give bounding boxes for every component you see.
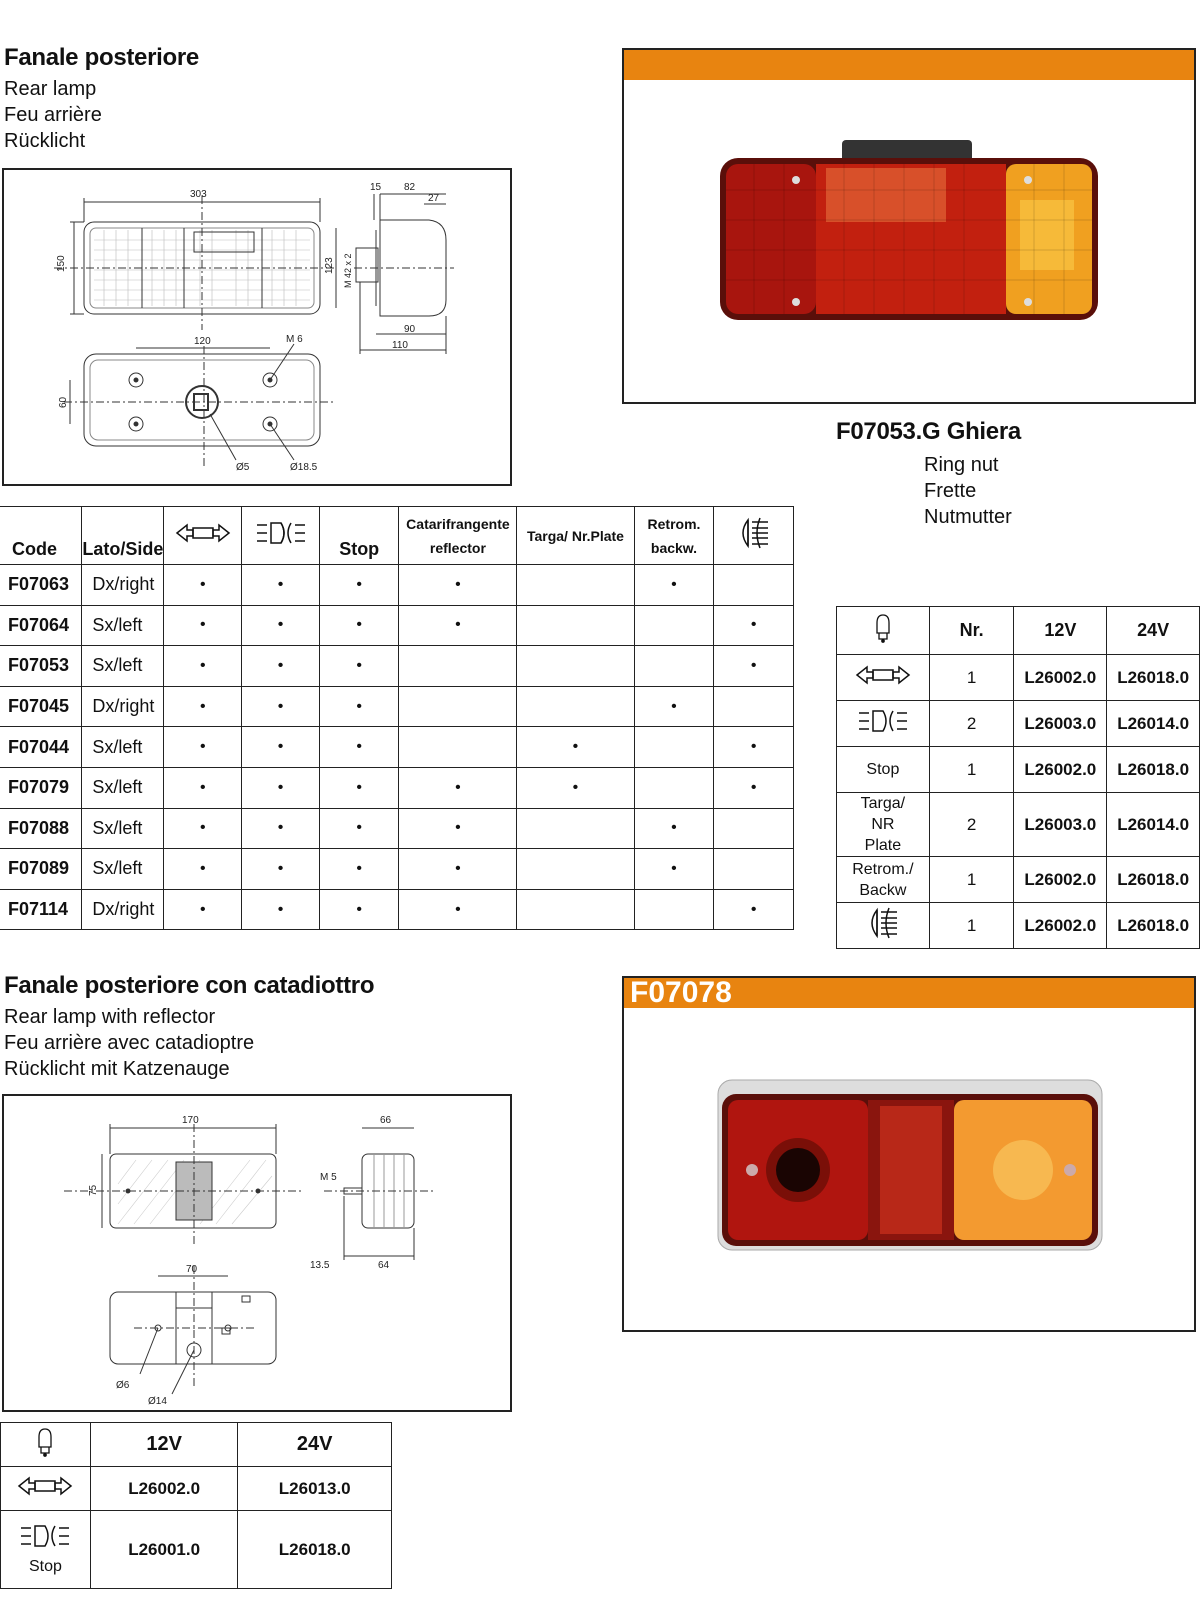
function-mark: • bbox=[242, 727, 320, 768]
direction-indicator-icon bbox=[1, 1522, 90, 1556]
function-mark: • bbox=[399, 808, 517, 849]
rear-fog-icon bbox=[714, 507, 794, 565]
function-table bbox=[0, 506, 794, 930]
function-mark: • bbox=[242, 565, 320, 606]
bulb-row-text: Stop bbox=[866, 761, 900, 778]
table-row bbox=[0, 889, 794, 930]
bulb-12v: L26001.0 bbox=[90, 1511, 238, 1589]
bulb-24v: L26018.0 bbox=[1107, 655, 1200, 701]
function-mark bbox=[634, 646, 714, 687]
table-row bbox=[0, 686, 794, 727]
drawing-svg bbox=[4, 170, 510, 484]
function-mark: • bbox=[319, 767, 399, 808]
col-reverse: Retrom. backw. bbox=[634, 507, 714, 565]
section2-subtitle-de: Rücklicht mit Katzenauge bbox=[4, 1058, 230, 1080]
function-mark: • bbox=[714, 646, 794, 687]
bulb-nr: 2 bbox=[929, 701, 1014, 747]
function-mark bbox=[714, 849, 794, 890]
function-mark: • bbox=[164, 727, 242, 768]
bulb-nr: 1 bbox=[929, 655, 1014, 701]
bulb-table-1 bbox=[836, 606, 1200, 949]
function-mark bbox=[399, 646, 517, 687]
bulb-12v: L26002.0 bbox=[90, 1467, 238, 1511]
col-reflector: Catarifrangente reflector bbox=[399, 507, 517, 565]
table-row bbox=[837, 903, 1200, 949]
section1-subtitle-en: Rear lamp bbox=[4, 78, 97, 100]
bulb-24v: L26018.0 bbox=[1107, 747, 1200, 793]
product-photo-frame bbox=[622, 48, 1196, 404]
bulb-row-label bbox=[1, 1467, 91, 1511]
dim-d-small: Ø5 bbox=[236, 462, 250, 473]
bulb-nr: 1 bbox=[929, 857, 1014, 903]
dim-base-b: 110 bbox=[392, 340, 408, 351]
function-mark: • bbox=[634, 565, 714, 606]
function-mark: • bbox=[319, 808, 399, 849]
bulb-24v: L26014.0 bbox=[1107, 701, 1200, 747]
function-mark bbox=[517, 605, 634, 646]
function-mark: • bbox=[399, 889, 517, 930]
table-row bbox=[0, 565, 794, 606]
function-mark bbox=[517, 565, 634, 606]
function-mark: • bbox=[164, 889, 242, 930]
function-mark: • bbox=[714, 605, 794, 646]
dim-height: 150 bbox=[56, 255, 67, 272]
section2-subtitle-en: Rear lamp with reflector bbox=[4, 1006, 216, 1028]
table-row bbox=[0, 727, 794, 768]
table-row bbox=[0, 808, 794, 849]
bulb-row-label bbox=[837, 747, 930, 793]
bulb-12v: L26002.0 bbox=[1014, 655, 1107, 701]
function-mark bbox=[399, 686, 517, 727]
bulb-table-2 bbox=[0, 1422, 392, 1589]
bulb-12v: L26002.0 bbox=[1014, 903, 1107, 949]
bulb-nr: 1 bbox=[929, 747, 1014, 793]
dim2-d-small: Ø6 bbox=[116, 1380, 130, 1391]
function-mark: • bbox=[634, 849, 714, 890]
function-mark: • bbox=[164, 849, 242, 890]
row-side: Sx/left bbox=[82, 849, 164, 890]
dim-width: 303 bbox=[190, 189, 207, 200]
function-mark bbox=[517, 889, 634, 930]
function-mark bbox=[714, 565, 794, 606]
function-mark: • bbox=[164, 808, 242, 849]
row-code: F07064 bbox=[0, 605, 82, 646]
row-code: F07088 bbox=[0, 808, 82, 849]
col-nr: Nr. bbox=[929, 607, 1014, 655]
product-photo-frame-2 bbox=[622, 976, 1196, 1332]
dim-thread: M 42 x 2 bbox=[343, 253, 353, 288]
col-12v: 12V bbox=[1014, 607, 1107, 655]
function-mark bbox=[634, 727, 714, 768]
row-side: Sx/left bbox=[82, 605, 164, 646]
position-light-icon bbox=[1, 1474, 90, 1504]
dim-depth-a: 15 bbox=[370, 182, 382, 193]
bulb-24v: L26018.0 bbox=[1107, 903, 1200, 949]
table-row bbox=[837, 747, 1200, 793]
dim-d-large: Ø18.5 bbox=[290, 462, 318, 473]
dim2-base-a: 13.5 bbox=[310, 1260, 330, 1271]
function-mark: • bbox=[242, 646, 320, 687]
bulb-row-label bbox=[837, 903, 930, 949]
col2-12v: 12V bbox=[90, 1423, 238, 1467]
table-row bbox=[1, 1467, 392, 1511]
technical-drawing-rear-lamp bbox=[2, 168, 512, 486]
row-code: F07114 bbox=[0, 889, 82, 930]
function-mark: • bbox=[242, 849, 320, 890]
function-mark: • bbox=[517, 767, 634, 808]
row-code: F07045 bbox=[0, 686, 82, 727]
function-mark: • bbox=[399, 849, 517, 890]
function-mark bbox=[517, 849, 634, 890]
row-side: Sx/left bbox=[82, 646, 164, 687]
dim-hole-v: 60 bbox=[58, 396, 69, 408]
table-row bbox=[837, 793, 1200, 857]
dim-base-a: 90 bbox=[404, 324, 416, 335]
function-mark: • bbox=[242, 605, 320, 646]
function-mark: • bbox=[319, 686, 399, 727]
function-mark: • bbox=[714, 889, 794, 930]
section2-subtitle-fr: Feu arrière avec catadioptre bbox=[4, 1032, 255, 1054]
reflector-lamp-photo bbox=[624, 1008, 1194, 1330]
function-mark bbox=[714, 808, 794, 849]
row-code: F07063 bbox=[0, 565, 82, 606]
bulb-24v: L26018.0 bbox=[1107, 857, 1200, 903]
table-row bbox=[837, 857, 1200, 903]
bulb-nr: 2 bbox=[929, 793, 1014, 857]
row-code: F07044 bbox=[0, 727, 82, 768]
function-mark: • bbox=[319, 646, 399, 687]
function-mark: • bbox=[164, 646, 242, 687]
function-mark: • bbox=[399, 767, 517, 808]
direction-indicator-icon bbox=[837, 707, 929, 741]
function-mark: • bbox=[634, 808, 714, 849]
table-row bbox=[0, 646, 794, 687]
bulb-row-label bbox=[837, 701, 930, 747]
function-mark: • bbox=[517, 727, 634, 768]
dim-hole-spacing: 120 bbox=[194, 336, 211, 347]
function-mark bbox=[517, 646, 634, 687]
accessory-title: F07053.G Ghiera bbox=[836, 418, 1021, 445]
dim2-base-b: 64 bbox=[378, 1260, 390, 1271]
function-mark: • bbox=[164, 767, 242, 808]
section1-title: Fanale posteriore bbox=[4, 44, 199, 71]
col-24v: 24V bbox=[1107, 607, 1200, 655]
rear-fog-icon bbox=[837, 906, 929, 946]
product-code: F07078 bbox=[630, 976, 732, 1009]
row-code: F07089 bbox=[0, 849, 82, 890]
function-mark bbox=[517, 686, 634, 727]
function-mark: • bbox=[319, 565, 399, 606]
table-row bbox=[1, 1511, 392, 1589]
bulb-12v: L26002.0 bbox=[1014, 747, 1107, 793]
function-mark: • bbox=[714, 727, 794, 768]
function-mark: • bbox=[399, 605, 517, 646]
function-mark: • bbox=[164, 605, 242, 646]
bulb-row-text: Retrom./ Backw bbox=[852, 860, 914, 899]
section1-subtitle-de: Rücklicht bbox=[4, 130, 86, 152]
table-row bbox=[837, 655, 1200, 701]
col-plate: Targa/ Nr.Plate bbox=[517, 507, 634, 565]
section1-subtitle-fr: Feu arrière bbox=[4, 104, 102, 126]
function-mark: • bbox=[319, 605, 399, 646]
function-mark: • bbox=[242, 889, 320, 930]
section2-title: Fanale posteriore con catadiottro bbox=[4, 972, 375, 999]
table-row bbox=[0, 849, 794, 890]
accessory-subtitle-fr: Frette bbox=[924, 480, 977, 502]
function-mark: • bbox=[164, 686, 242, 727]
dim-depth-b: 82 bbox=[404, 182, 416, 193]
dim-depth-c: 27 bbox=[428, 193, 440, 204]
col-stop: Stop bbox=[319, 507, 399, 565]
function-mark: • bbox=[242, 686, 320, 727]
bulb-12v: L26003.0 bbox=[1014, 701, 1107, 747]
col2-24v: 24V bbox=[238, 1423, 392, 1467]
function-mark: • bbox=[399, 565, 517, 606]
row-side: Dx/right bbox=[82, 565, 164, 606]
bulb-12v: L26002.0 bbox=[1014, 857, 1107, 903]
bulb-24v: L26018.0 bbox=[238, 1511, 392, 1589]
function-mark bbox=[634, 767, 714, 808]
function-mark: • bbox=[714, 767, 794, 808]
rear-lamp-photo bbox=[624, 80, 1194, 402]
row-side: Sx/left bbox=[82, 808, 164, 849]
function-mark bbox=[634, 605, 714, 646]
row-code: F07079 bbox=[0, 767, 82, 808]
function-mark: • bbox=[634, 686, 714, 727]
function-mark: • bbox=[242, 767, 320, 808]
dim2-d-large: Ø14 bbox=[148, 1396, 167, 1407]
accent-bar-2 bbox=[624, 978, 1194, 1008]
bulb-row-text: Targa/ NR Plate bbox=[860, 795, 906, 854]
function-mark bbox=[634, 889, 714, 930]
function-mark: • bbox=[319, 889, 399, 930]
dim2-hole-spacing: 70 bbox=[186, 1264, 198, 1275]
bulb-nr: 1 bbox=[929, 903, 1014, 949]
col-code: Code bbox=[0, 507, 82, 565]
row-side: Dx/right bbox=[82, 889, 164, 930]
bulb-icon bbox=[837, 607, 930, 655]
row-side: Sx/left bbox=[82, 767, 164, 808]
accessory-subtitle-de: Nutmutter bbox=[924, 506, 1012, 528]
bulb-row-label bbox=[1, 1511, 91, 1589]
position-light-icon bbox=[164, 507, 242, 565]
function-mark bbox=[517, 808, 634, 849]
accent-bar bbox=[624, 50, 1194, 80]
bulb-row-text: Stop bbox=[28, 1558, 62, 1575]
direction-indicator-icon bbox=[242, 507, 320, 565]
accessory-subtitle-en: Ring nut bbox=[924, 454, 999, 476]
bulb-row-label bbox=[837, 655, 930, 701]
dim2-depth: 66 bbox=[380, 1115, 392, 1126]
position-light-icon bbox=[837, 663, 929, 693]
dim2-width: 170 bbox=[182, 1115, 199, 1126]
bulb-icon-2 bbox=[1, 1423, 91, 1467]
dim-m-label: M 6 bbox=[286, 334, 303, 345]
table-row bbox=[0, 605, 794, 646]
bulb-row-label bbox=[837, 793, 930, 857]
row-side: Dx/right bbox=[82, 686, 164, 727]
technical-drawing-reflector-lamp bbox=[2, 1094, 512, 1412]
table-row bbox=[837, 701, 1200, 747]
col-side: Lato/Side bbox=[82, 507, 164, 565]
dim2-m-label: M 5 bbox=[320, 1172, 337, 1183]
bulb-24v: L26014.0 bbox=[1107, 793, 1200, 857]
bulb-row-label bbox=[837, 857, 930, 903]
drawing2-svg bbox=[4, 1096, 510, 1410]
table-row bbox=[0, 767, 794, 808]
bulb-12v: L26003.0 bbox=[1014, 793, 1107, 857]
function-mark: • bbox=[164, 565, 242, 606]
function-mark: • bbox=[242, 808, 320, 849]
function-mark: • bbox=[319, 727, 399, 768]
function-mark bbox=[399, 727, 517, 768]
row-side: Sx/left bbox=[82, 727, 164, 768]
row-code: F07053 bbox=[0, 646, 82, 687]
function-mark: • bbox=[319, 849, 399, 890]
dim-side-h: 123 bbox=[324, 257, 335, 274]
bulb-24v: L26013.0 bbox=[238, 1467, 392, 1511]
function-mark bbox=[714, 686, 794, 727]
dim2-height: 75 bbox=[88, 1184, 99, 1196]
